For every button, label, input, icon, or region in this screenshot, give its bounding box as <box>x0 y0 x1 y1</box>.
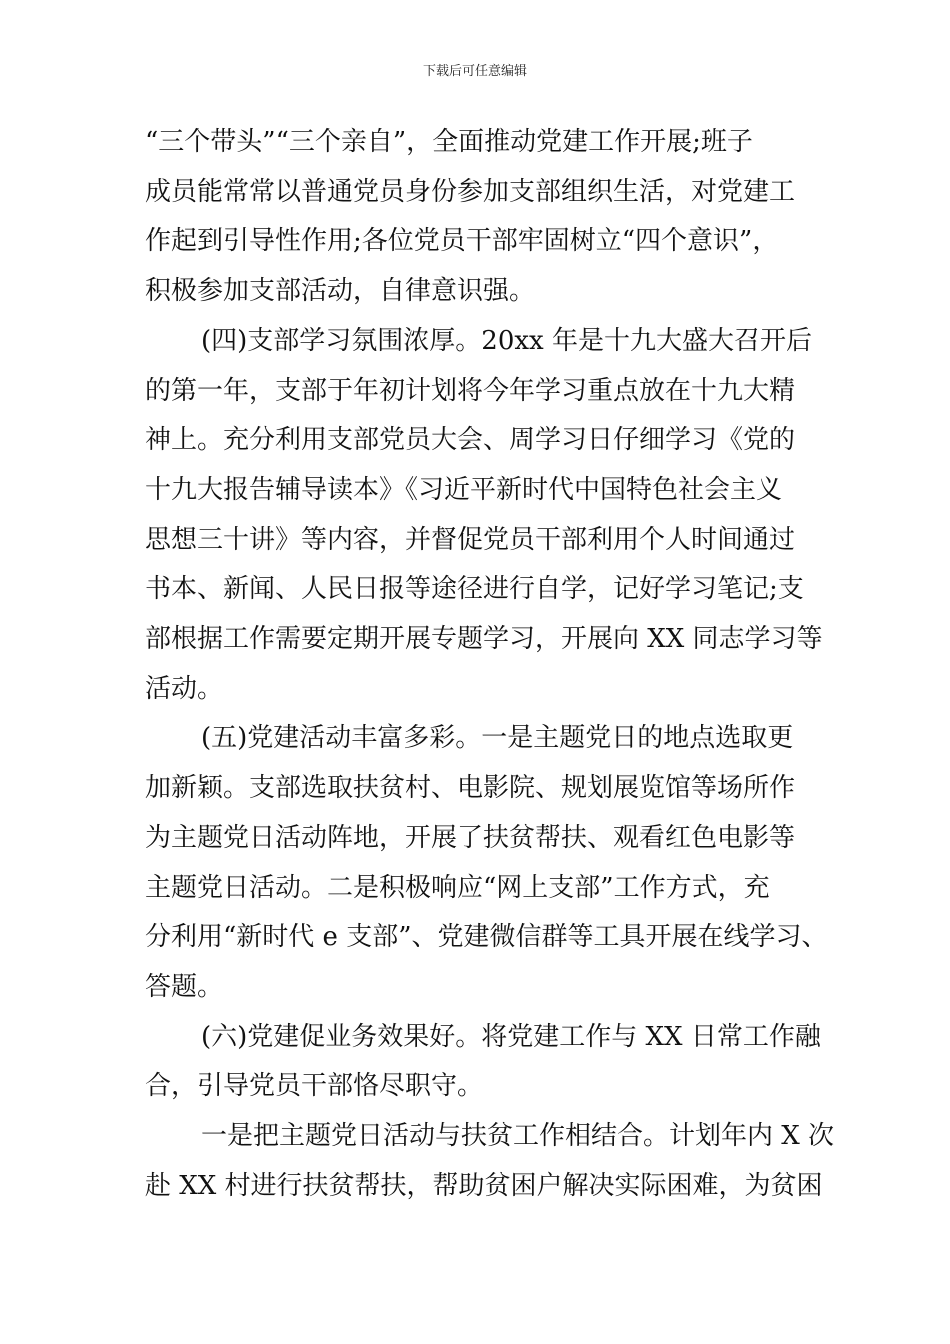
text-line: (五)党建活动丰富多彩。一是主题党日的地点选取更 <box>201 723 794 754</box>
text-line: 答题。 <box>145 971 224 1002</box>
text-line: “三个带头”“三个亲自”，全面推动党建工作开展;班子 <box>145 127 753 157</box>
text-line: 合，引导党员干部恪尽职守。 <box>145 1071 484 1102</box>
text-line: (六)党建促业务效果好。将党建工作与 XX 日常工作融 <box>201 1021 821 1052</box>
text-line: 分利用“新时代 e 支部”、党建微信群等工具开展在线学习、 <box>145 922 828 953</box>
text-line: 十九大报告辅导读本》《习近平新时代中国特色社会主义 <box>145 474 783 505</box>
text-line: 积极参加支部活动，自律意识强。 <box>145 276 536 307</box>
text-line: 活动。 <box>145 673 224 704</box>
text-line: 一是把主题党日活动与扶贫工作相结合。计划年内 X 次 <box>201 1121 835 1151</box>
text-line: 作起到引导性作用;各位党员干部牢固树立“四个意识”， <box>145 226 779 257</box>
text-line: (四)支部学习氛围浓厚。20xx 年是十九大盛大召开后 <box>201 325 812 356</box>
text-line: 部根据工作需要定期开展专题学习，开展向 XX 同志学习等 <box>145 624 823 654</box>
text-line: 赴 XX 村进行扶贫帮扶，帮助贫困户解决实际困难，为贫困 <box>145 1170 823 1201</box>
text-line: 书本、新闻、人民日报等途径进行自学，记好学习笔记;支 <box>145 574 804 605</box>
text-line: 思想三十讲》等内容，并督促党员干部利用个人时间通过 <box>145 524 796 555</box>
page-header: 下载后可任意编辑 <box>422 64 527 79</box>
text-line: 加新颖。支部选取扶贫村、电影院、规划展览馆等场所作 <box>145 773 796 804</box>
text-line: 的第一年，支部于年初计划将今年学习重点放在十九大精 <box>145 375 796 406</box>
text-line: 为主题党日活动阵地，开展了扶贫帮扶、观看红色电影等 <box>145 822 796 853</box>
text-line: 成员能常常以普通党员身份参加支部组织生活，对党建工 <box>145 176 796 207</box>
text-line: 主题党日活动。二是积极响应“网上支部”工作方式，充 <box>145 872 770 903</box>
text-line: 神上。充分利用支部党员大会、周学习日仔细学习《党的 <box>145 425 796 456</box>
